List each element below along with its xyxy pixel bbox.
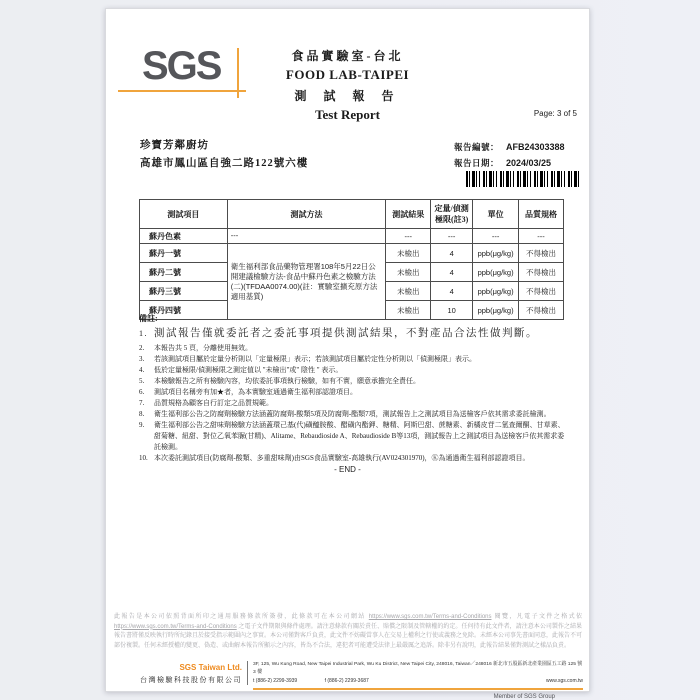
notes-title: 備註: [139, 314, 158, 323]
footer-company-en: SGS Taiwan Ltd. [179, 663, 242, 672]
footer [114, 661, 583, 700]
cell-limit: 4 [431, 244, 473, 263]
lab-name-en: FOOD LAB-TAIPEI [285, 67, 410, 82]
cell-limit: 4 [431, 282, 473, 301]
cell-result: 未檢出 [386, 244, 431, 263]
terms-link[interactable]: https://www.sgs.com.tw/Terms-and-Conditions [368, 614, 492, 620]
cell-spec: --- [519, 229, 564, 244]
cell-item: 蘇丹四號 [140, 301, 228, 320]
note-item: 5. 本檢驗報告之所有檢驗內容，均依委託事項執行檢驗，如有不實，願意承擔完全責任。 [139, 377, 420, 385]
cell-method-merged: 衛生福利部食品藥物管理署108年5月22日公開建議檢驗方法-食品中蘇丹色素之檢驗方法(二)(TFDAA0074.00)(註：實驗室擴充原方法適用基質) [227, 244, 386, 320]
note-item: 10. 本次委託測試項目(防腐劑-酸類、多重甜味劑)由SGS食品實驗室-高雄執行(AV024301970)，Ⓚ為通過衛生福利部認證項目。 [139, 454, 530, 462]
footer-phone: t (886-2) 2299-3939 [253, 678, 298, 684]
cell-limit: 10 [431, 301, 473, 320]
cell-result: 未檢出 [386, 301, 431, 320]
footer-website[interactable]: www.sgs.com.tw [546, 678, 583, 684]
report-no-label: 報告編號： [454, 142, 500, 152]
report-no-value: AFB24303388 [506, 142, 565, 152]
report-title-en: Test Report [315, 107, 380, 122]
results-table [139, 199, 564, 320]
document-header [106, 44, 589, 123]
footer-company-zh: 台灣檢驗科技股份有限公司 [140, 676, 242, 684]
note-item: 8. 衛生福利部公告之防腐劑檢驗方法涵蓋防腐劑-酸類5項及防腐劑-酯類7項，測試報告上之測試項目為送檢客戶依其需求委託檢測。 [139, 410, 551, 418]
note-item: 7. 品質規格為顧客自行訂定之品質規範。 [139, 399, 273, 407]
col-test-item: 測試項目 [140, 200, 228, 229]
note-item: 6. 測試項目名稱旁有加★者，為本實驗室通過衛生福利部認證項目。 [139, 388, 357, 396]
client-name: 珍寶芳鄰廚坊 [140, 140, 209, 151]
note-item: 9. 衛生福利部公告之甜味劑檢驗方法涵蓋環己基(代)磺醯胺酸、醋磺內酯鉀、糖精、阿斯巴甜、蔗糖素、新橘皮苷二氫查爾酮、甘草素、甜菊糖、紐甜、對位乙氧苯脲(甘精)、Alitame、Rebaudioside A、Rebaudioside B等13項，測試報告上之測試項目為送檢客戶依其需求委託檢測。 [139, 421, 565, 451]
page-number: Page: 3 of 5 [533, 109, 577, 118]
lab-name-zh: 食品實驗室-台北 [291, 49, 404, 63]
cell-unit: ppb(μg/kg) [473, 282, 519, 301]
cell-unit: ppb(μg/kg) [473, 301, 519, 320]
cell-spec: 不得檢出 [519, 263, 564, 282]
note-item: 1. 測試報告僅就委託者之委託事項提供測試結果，不對產品合法性做判斷。 [139, 328, 538, 339]
col-test-method: 測試方法 [227, 200, 386, 229]
cell-spec: 不得檢出 [519, 282, 564, 301]
cell-unit: ppb(μg/kg) [473, 263, 519, 282]
footer-member: Member of SGS Group [493, 693, 555, 700]
footer-address: 3F, 125, Wu Kung Road, New Taipei Industrial Park, Wu Ku District, New Taipei City, 248016, Taiwan／248016 新北市五股區新北產業園區五工路 125 號 3 樓 [253, 662, 583, 675]
client-address: 高雄市鳳山區自強二路122號六樓 [140, 158, 309, 169]
notes-section [139, 313, 565, 464]
cell-unit: --- [473, 229, 519, 244]
note-item: 4. 低於定量極限/偵測極限之測定值以 "未檢出"或" 陰性 " 表示。 [139, 366, 343, 374]
note-item: 3. 若該測試項目屬於定量分析則以「定量極限」表示；若該測試項目屬於定性分析則以「偵測極限」表示。 [139, 355, 476, 363]
logo-text: SGS [142, 44, 221, 88]
end-marker: - END - [334, 465, 361, 474]
table-row [140, 229, 564, 244]
table-row [140, 244, 564, 263]
disclaimer-part: 此報告是本公司依照背面所印之通用服務條款所簽發，此條款可在本公司網站 [114, 614, 369, 620]
disclaimer-text [114, 613, 582, 651]
disclaimer-part: 之電子文件期限與條件處理。請注意條款有關於責任、賠償之限制及管轄權的約定。任何持有此文件者，請注意本公司製作之結果報告書將僅反映執行時所紀錄且於接受指示範圍內之事實。本公司僅對客戶負責，此文件不妨礙當事人在交易上權利之行使或義務之免除。未經本公司事先書面同意，此報告不可部份複製。任何未經授權的變更、偽造、或曲解本報告所顯示之內容，皆為不合法，違犯者可能遭受法律上最嚴厲之追訴。除非另有說明，此報告結果僅對測試之樣品負責。 [114, 623, 583, 649]
footer-contact [253, 677, 395, 686]
cell-result: 未檢出 [386, 263, 431, 282]
cell-result: 未檢出 [386, 282, 431, 301]
footer-divider [247, 661, 248, 685]
footer-orange-line [253, 688, 583, 690]
cell-limit: 4 [431, 263, 473, 282]
cell-item: 蘇丹一號 [140, 244, 228, 263]
col-test-result: 測試結果 [386, 200, 431, 229]
cell-result: --- [386, 229, 431, 244]
cell-unit: ppb(μg/kg) [473, 244, 519, 263]
report-date-label: 報告日期： [454, 158, 500, 168]
cell-limit: --- [431, 229, 473, 244]
report-date-value: 2024/03/25 [506, 158, 552, 168]
cell-spec: 不得檢出 [519, 301, 564, 320]
note-item: 2. 本報告共 5 頁，分離使用無效。 [139, 344, 252, 352]
report-meta [454, 139, 565, 171]
report-title-zh: 測 試 報 告 [294, 89, 401, 103]
cell-item: 蘇丹三號 [140, 282, 228, 301]
cell-spec: 不得檢出 [519, 244, 564, 263]
col-unit: 單位 [473, 200, 519, 229]
cell-item: 蘇丹色素 [140, 229, 228, 244]
barcode [466, 171, 579, 187]
cell-method: --- [227, 229, 386, 244]
client-block [140, 137, 308, 173]
col-detection-limit: 定量/偵測極限(註3) [431, 200, 473, 229]
report-page [105, 8, 590, 700]
col-quality-spec: 品質規格 [519, 200, 564, 229]
table-header-row [140, 200, 564, 229]
cell-item: 蘇丹二號 [140, 263, 228, 282]
footer-fax: f (886-2) 2299-3687 [324, 678, 369, 684]
disclaimer-part: 閱覽，凡電子文件之格式依 [491, 614, 583, 620]
terms-link[interactable]: https://www.sgs.com.tw/Terms-and-Conditions [114, 623, 237, 630]
